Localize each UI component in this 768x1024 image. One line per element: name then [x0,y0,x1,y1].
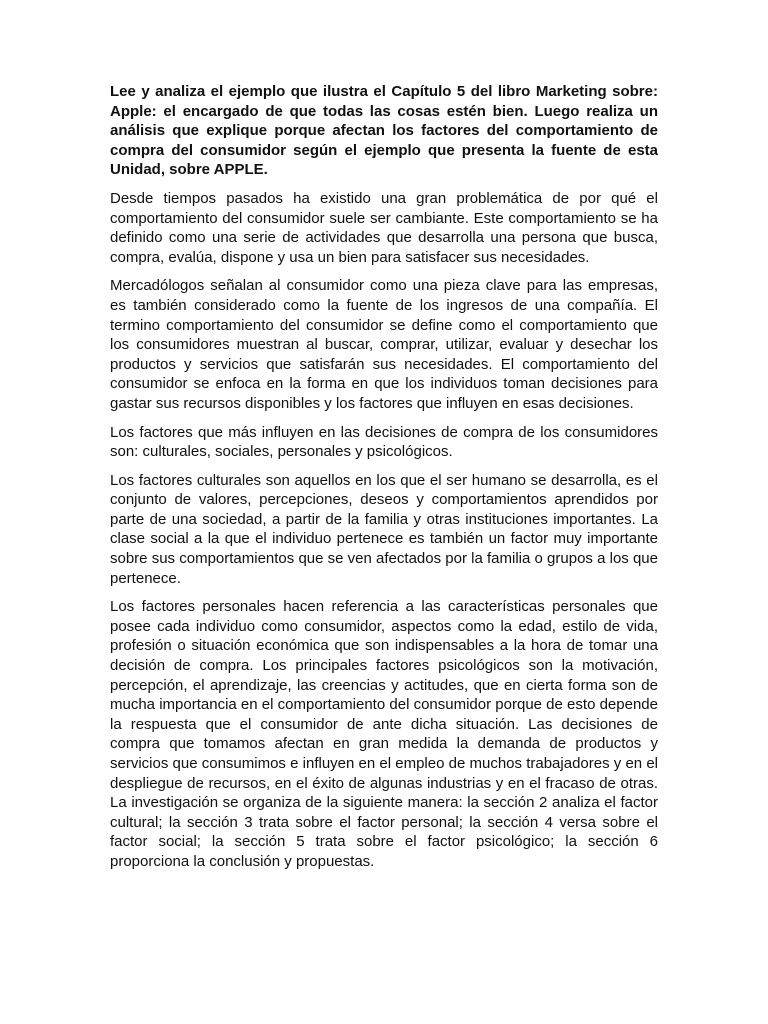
document-page [110,82,658,881]
paragraph-consumer: Mercadólogos señalan al consumidor como una pieza clave para las empresas, es también considerado como la fuente de los ingresos de una compañía. El termino comportamiento del consumidor se define como el comportamiento que los consumidores muestran al buscar, comprar, utilizar, evaluar y desechar los productos y servicios que satisfarán sus necesidades. El comportamiento del consumidor se enfoca en la forma en que los individuos toman decisiones para gastar sus recursos disponibles y los factores que influyen en esas decisiones. [110,277,658,412]
paragraph-factors: Los factores que más influyen en las decisiones de compra de los consumidores son: culturales, sociales, personales y psicológicos. [110,423,658,461]
paragraph-cultural: Los factores culturales son aquellos en los que el ser humano se desarrolla, es el conjunto de valores, percepciones, deseos y comportamientos aprendidos por parte de una sociedad, a partir de la familia y otras instituciones importantes. La clase social a la que el individuo pertenece es también un factor muy importante sobre sus comportamientos que se ven afectados por la familia o grupos a los que pertenece. [110,471,658,587]
paragraph-personal: Los factores personales hacen referencia a las características personales que posee cada individuo como consumidor, aspectos como la edad, estilo de vida, profesión o situación económica que son indispensables a la hora de tomar una decisión de compra. Los principales factores psicológicos son la motivación, percepción, el aprendizaje, las creencias y actitudes, que en cierta forma son de mucha importancia en el comportamiento del consumidor porque de esto depende la respuesta que el consumidor de ante dicha situación. Las decisiones de compra que tomamos afectan en gran medida la demanda de productos y servicios que consumimos e influyen en el empleo de muchos trabajadores y en el despliegue de recursos, en el éxito de algunas industrias y en el fracaso de otras. La investigación se organiza de la siguiente manera: la sección 2 analiza el factor cultural; la sección 3 trata sobre el factor personal; la sección 4 versa sobre el factor social; la sección 5 trata sobre el factor psicológico; la sección 6 proporciona la conclusión y propuestas. [110,598,658,870]
assignment-heading: Lee y analiza el ejemplo que ilustra el Capítulo 5 del libro Marketing sobre: Apple: el encargado de que todas las cosas estén bien. Luego realiza un análisis que explique porque afectan los factores del comportamiento de compra del consumidor según el ejemplo que presenta la fuente de esta Unidad, sobre APPLE. [110,83,658,179]
paragraph-intro: Desde tiempos pasados ha existido una gran problemática de por qué el comportamiento del consumidor suele ser cambiante. Este comportamiento se ha definido como una serie de actividades que desarrolla una persona que busca, compra, evalúa, dispone y usa un bien para satisfacer sus necesidades. [110,189,658,266]
